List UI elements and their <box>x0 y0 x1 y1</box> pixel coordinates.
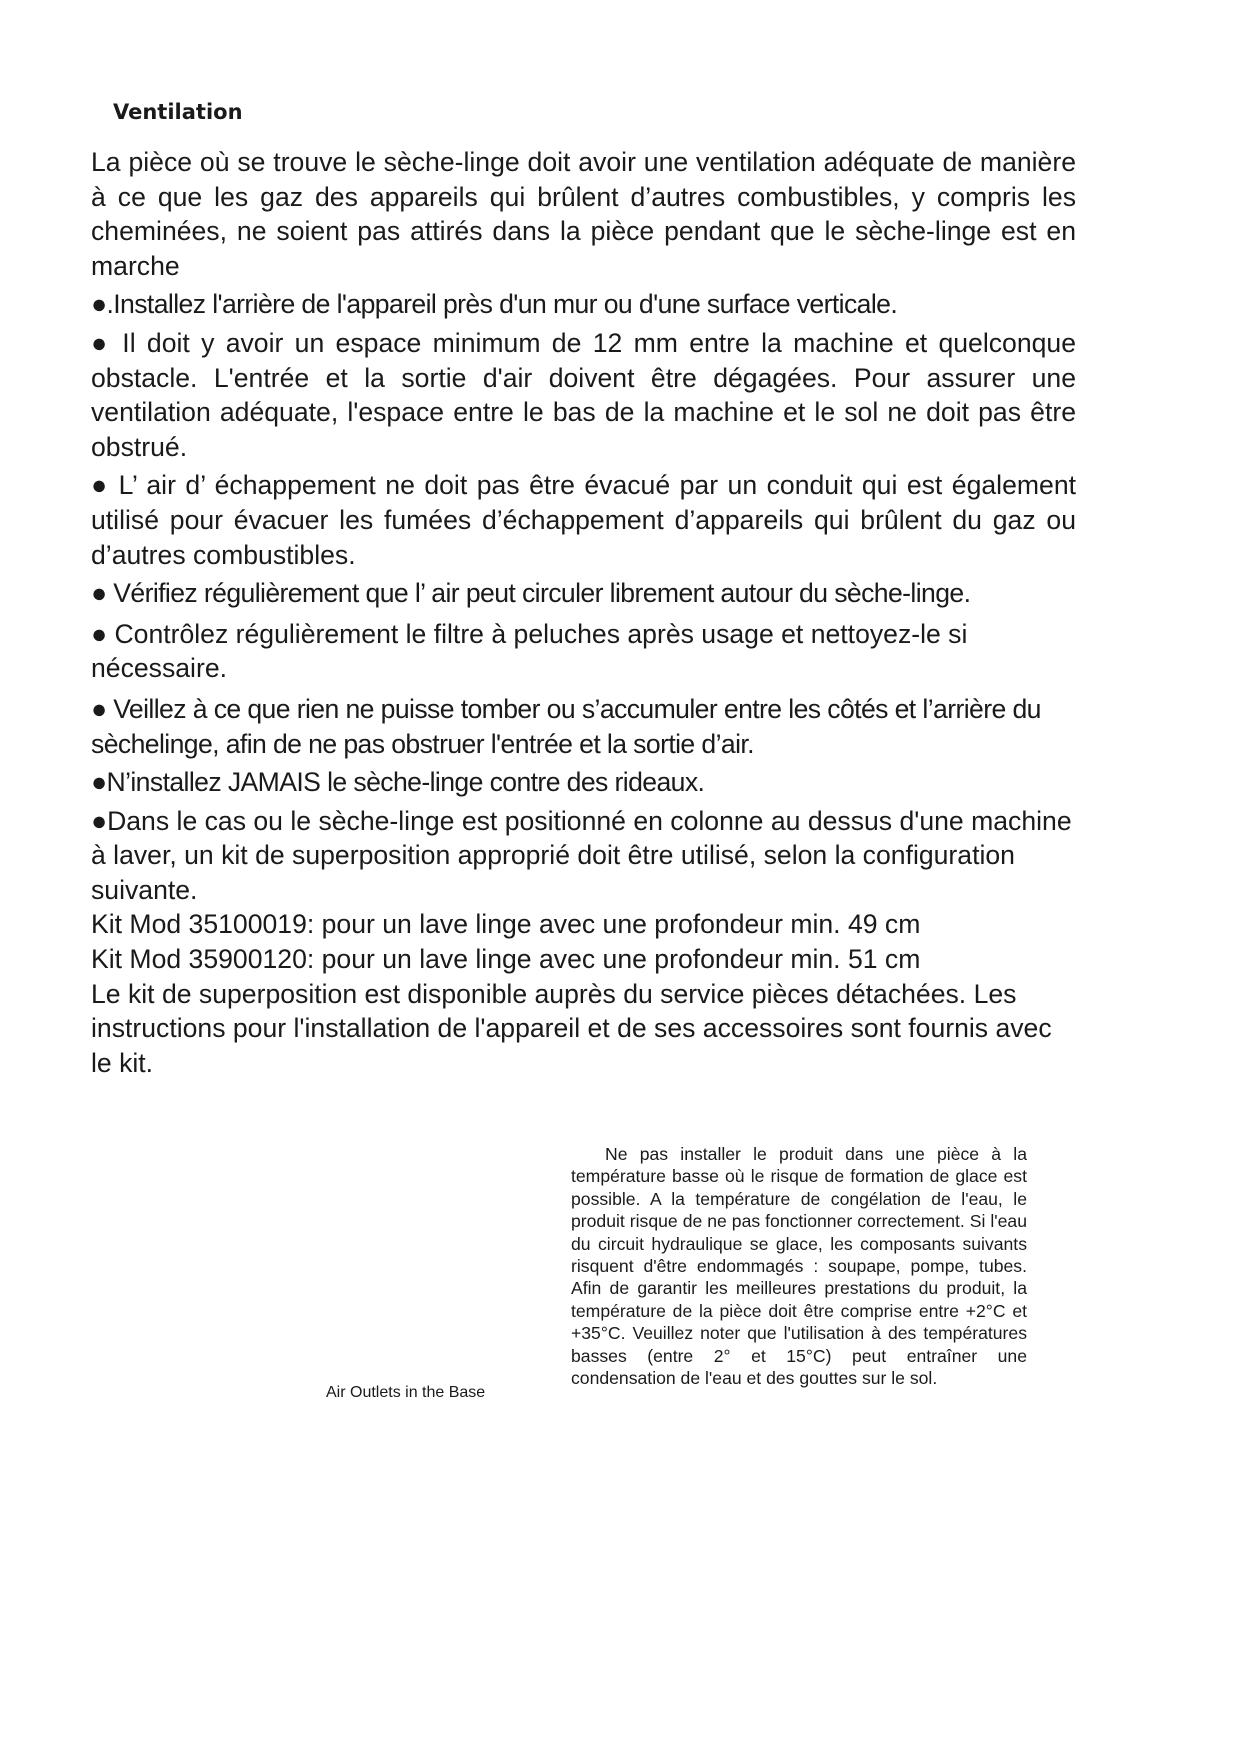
bullet-minimum-space: ● Il doit y avoir un espace minimum de 12 mm entre la machine et quelconque obstacle. L'entrée et la sortie d'air doivent être dégagées. Pour assurer une ventilation adéquate, l'espace entre le bas de la machine et le sol ne doit pas être obstrué. <box>91 327 1076 462</box>
bullet-air-circulation: ● Vérifiez régulièrement que l’ air peut circuler librement autour du sèche-linge. <box>91 578 971 609</box>
bullet-install-against-wall: ●.Installez l'arrière de l'appareil près d'un mur ou d'une surface verticale. <box>91 289 898 320</box>
kit-line-2: Kit Mod 35900120: pour un lave linge avec une profondeur min. 51 cm <box>91 944 921 975</box>
frost-warning-text: Ne pas installer le produit dans une pièce à la température basse où le risque de formation de glace est possible. A la température de congélation de l'eau, le produit risque de ne pas fonctionner correctement. Si l'eau du circuit hydraulique se glace, les composants suivants risquent d'être endommagés : soupape, pompe, tubes. Afin de garantir les meilleures prestations du produit, la température de la pièce doit être comprise entre +2°C et +35°C. Veuillez noter que l'utilisation à des températures basses (entre 2° et 15°C) peut entraîner une condensation de l'eau et des gouttes sur le sol. <box>571 1144 1027 1389</box>
kit-line-1: Kit Mod 35100019: pour un lave linge avec une profondeur min. 49 cm <box>91 909 921 940</box>
figure-caption: Air Outlets in the Base <box>326 1384 486 1401</box>
section-heading: Ventilation <box>113 100 243 124</box>
bullet-stacking: ●Dans le cas ou le sèche-linge est positionné en colonne au dessus d'une machine à laver, un kit de superposition approprié doit être utilisé, selon la configuration suivante. <box>91 805 1072 905</box>
ventilation-body <box>91 145 1076 1080</box>
intro-paragraph: La pièce où se trouve le sèche-linge doit avoir une ventilation adéquate de manière à ce que les gaz des appareils qui brûlent d’autres combustibles, y compris les cheminées, ne soient pas attirés dans la pièce pendant que le sèche-linge est en marche <box>91 147 1076 281</box>
bullet-sides-rear: ● Veillez à ce que rien ne puisse tomber ou s’accumuler entre les côtés et l’arrière du sèchelinge, afin de ne pas obstruer l'entrée et la sortie d’air. <box>91 693 1041 759</box>
bullet-lint-filter: ● Contrôlez régulièrement le filtre à peluches après usage et nettoyez-le si nécessaire. <box>91 618 968 684</box>
bullet-exhaust-air: ● L’ air d’ échappement ne doit pas être évacué par un conduit qui est également utilisé pour évacuer les fumées d’échappement d’appareils qui brûlent du gaz ou d’autres combustibles. <box>91 470 1076 570</box>
frost-warning <box>571 1143 1027 1389</box>
kit-availability: Le kit de superposition est disponible auprès du service pièces détachées. Les instructions pour l'installation de l'appareil et de ses accessoires sont fournis avec le kit. <box>91 978 1052 1078</box>
bullet-curtains: ●N’installez JAMAIS le sèche-linge contre des rideaux. <box>91 767 705 798</box>
